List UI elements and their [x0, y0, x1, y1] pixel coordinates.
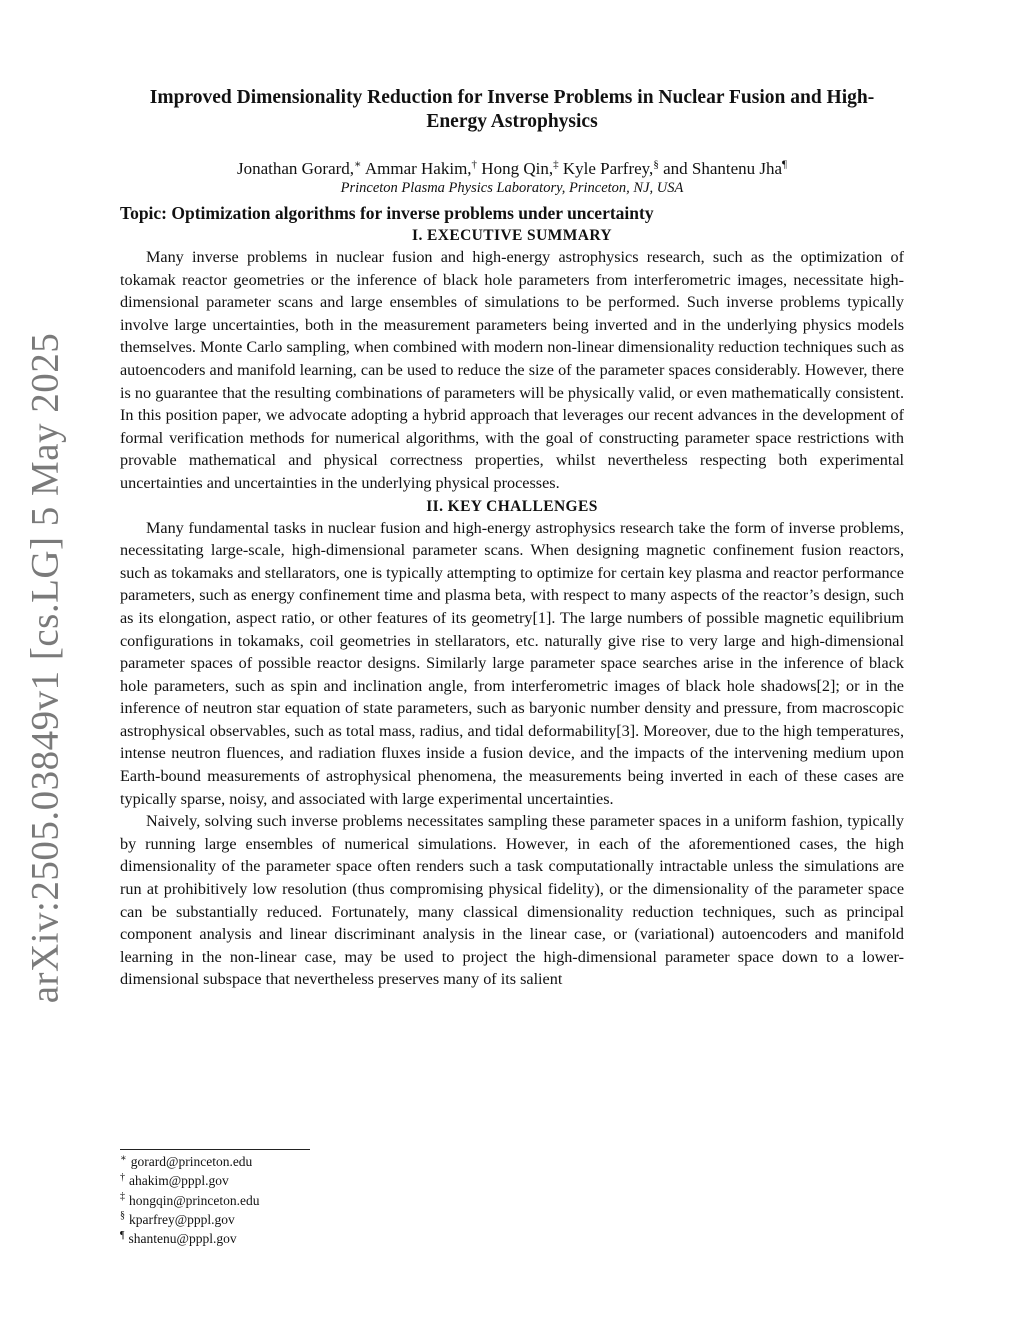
paper-page [120, 86, 904, 991]
paragraph-key-challenges-2: Naively, solving such inverse problems necessitates sampling these parameter spaces in a uniform fashion, typically by running large ensembles of numerical simulations. However, in each of the aforementioned cases, the high dimensionality of the parameter space often renders such a task computationally intractable unless the simulations are run at prohibitively low resolution (thus compromising physical fidelity), or the dimensionality of the parameter space can be substantially reduced. Fortunately, many classical dimensionality reduction techniques, such as principal component analysis and linear discriminant analysis in the linear case, or (variational) autoencoders and manifold learning in the non-linear case, may be used to project the high-dimensional parameter space down to a lower-dimensional subspace that nevertheless preserves many of its salient [120, 812, 904, 989]
arxiv-identifier: arXiv:2505.03849v1 [cs.LG] 5 May 2025 [23, 332, 67, 1004]
footnote-email: ¶ shantenu@pppl.gov [120, 1229, 237, 1247]
paper-title: Improved Dimensionality Reduction for Inverse Problems in Nuclear Fusion and High-Energy Astrophysics [149, 87, 875, 132]
author: and Shantenu Jha¶ [663, 158, 788, 178]
author: Kyle Parfrey,§ [562, 158, 659, 178]
affiliation: Princeton Plasma Physics Laboratory, Princeton, NJ, USA [340, 180, 684, 196]
footnote-email: † ahakim@pppl.gov [120, 1171, 229, 1189]
footnote-email: ∗ gorard@princeton.edu [120, 1152, 253, 1169]
footnote-email: ‡ hongqin@princeton.edu [120, 1191, 260, 1208]
paragraph-executive-summary: Many inverse problems in nuclear fusion and high-energy astrophysics research, such as the optimization of tokamak reactor geometries or the inference of black hole parameters from interferometric images, necessitate high-dimensional parameter scans and large ensembles of simulations to be performed. Such inverse problems typically involve large uncertainties, both in the measurement parameters being inverted and in the underlying physics models themselves. Monte Carlo sampling, when combined with modern non-linear dimensionality reduction techniques such as autoencoders and manifold learning, can be used to reduce the size of the parameter spaces considerably. However, there is no guarantee that the resulting combinations of parameters will be physically valid, or even mathematically consistent. In this position paper, we advocate adopting a hybrid approach that leverages our recent advances in the development of formal verification methods for numerical algorithms, with the goal of constructing parameter space restrictions with provable mathematical and physical correctness properties, whilst nevertheless respecting both experimental uncertainties and uncertainties in the underlying physical processes. [120, 248, 904, 492]
author: Hong Qin,‡ [481, 158, 559, 178]
section-heading-executive-summary: I. EXECUTIVE SUMMARY [412, 227, 612, 244]
footnotes [120, 1149, 310, 1248]
author: Ammar Hakim,† [364, 158, 478, 178]
footnote-email: § kparfrey@pppl.gov [120, 1210, 235, 1227]
author-list [120, 158, 904, 179]
paragraph-key-challenges-1: Many fundamental tasks in nuclear fusion and high-energy astrophysics research take the form of inverse problems, necessitating large-scale, high-dimensional parameter scans. When designing magnetic confinement fusion reactors, such as tokamaks and stellarators, one is typically attempting to optimize for certain key plasma and reactor performance parameters, such as energy confinement time and plasma beta, with respect to many aspects of the reactor’s design, such as its elongation, aspect ratio, or other features of its geometry[1]. The large numbers of possible magnetic equilibrium configurations in tokamaks, coil geometries in stellarators, etc. naturally give rise to very large and high-dimensional parameter spaces of possible reactor designs. Similarly large parameter space searches arise in the inference of black hole parameters, such as spin and inclination angle, from interferometric images of black hole shadows[2]; or in the inference of neutron star equation of state parameters, such as baryonic number density and pressure, from macroscopic astrophysical observables, such as total mass, radius, and tidal deformability[3]. Moreover, due to the high temperatures, intense neutron fluences, and radiation fluxes inside a fusion device, and the impacts of the intervening medium upon Earth-bound measurements of astrophysical phenomena, the measurements being inverted in each of these cases are typically sparse, noisy, and associated with large experimental uncertainties. [120, 518, 904, 808]
topic-line: Topic: Optimization algorithms for inverse problems under uncertainty [120, 203, 654, 223]
author: Jonathan Gorard,∗ [236, 158, 362, 178]
section-heading-key-challenges: II. KEY CHALLENGES [426, 497, 598, 515]
